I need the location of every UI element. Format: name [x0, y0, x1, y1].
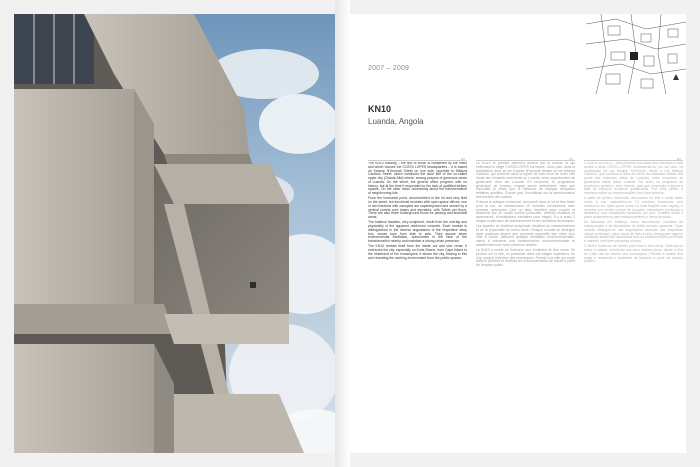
column-tag-fr: FR	[569, 157, 573, 161]
column-tag-es: ES	[677, 157, 682, 161]
project-years: 2007 – 2009	[368, 65, 410, 72]
paragraph: As fachadas em balanço, muito escultóricas, resultam da sobreposição e da fisicalidade do betão armado aparente. Cada módulo distingue-se nas angulações diversas das respetivas caixas profundas, cujos topos de lado a lado. Asseguram alguma mediação ambiental, autonomia face às transformações próximas e mantêm uma forte presença urbana.	[584, 220, 683, 243]
column-tag-en: EN	[461, 157, 466, 161]
text-column-portuguese	[584, 162, 683, 307]
paragraph: A partir do pórtico horizontal, circunscrito no lote e muito fluido sobre a rua, sobrepõem-se 10 módulos funcionais com escritórios em open-space (uma ou duas frações com copas), e servidos por núcleo central de escadas, elevadores (verticais) e sanitários, com instalações sanitárias por piso. Existem ainda 3 pisos subterrâneos para estacionamento e áreas técnicas.	[584, 196, 683, 219]
site-highlight	[630, 52, 638, 60]
project-location: Luanda, Angola	[368, 117, 424, 126]
column-rule-fr	[476, 160, 575, 161]
book-gutter	[335, 0, 350, 467]
site-plan-map	[586, 14, 686, 94]
paragraph: The balance facades, very sculptural, result from the overlap and physicality of the apparent reinforced concrete. Each module is distinguished in the diverse angulations of the respective deep box, whose tops from side to side. They assure some environmental mediation, autonomies in the face of the transformation nearby and maintain a strong urban presence.	[368, 220, 467, 243]
paragraph: O EDIFÍCIO KN10 – obra primeira concluída pelo escritório e que acolhe a sede COSTA LOPES, fundamenta-se, por um lado, na localização na rua Kwame N'Krumah, frente à rua Mistura Cardoso, que continua a linha de bairro da chamada cidade alta (onde das inúmeras vistas de Luanda), entre respostas de generosas vistas sobre Luanda. Por outro, no programa de escritórios genérico, sem história, mas que respondia à época à falta de espaços terciários qualificados. Por outro ainda, a incerteza sobre as transformações dos lotes vizinhos.	[584, 162, 683, 195]
paragraph: D'abord le portique horizontal, circonscrit dans le lot et très fluide pour la rue, se chevauchent 10 modules fonctionnels avec bureaux openspace (une ou deux fractions avec coupés et desservis par un noyau central (d'escalier, vertical) escaliers et ascenseurs, d'installations sanitaires pour étage). Il y a aussi 3 étages souterrains de stationnement et des domaines techniques.	[476, 200, 575, 223]
paragraph: The KN10 reveals itself from the inside out and vice versa. It overlooks the city, especially on Kuhe Ravne, from Cape Island to the hinterland of the musseques, it allows the city, flowing in this and revealing the working environment from the public spaces.	[368, 244, 467, 260]
text-column-english	[368, 162, 467, 307]
concrete-facade-illustration	[14, 14, 335, 453]
text-column-french	[476, 162, 575, 307]
column-rule-es	[584, 160, 683, 161]
paragraph: Les façades se révèlent sculpturale résultant du chevauchement et de la physicalité du béton armé. Chaque module se distingue dans plusieurs angles des sommets respectifs des côtés d'un côté à l'autre, assurent quelque médiation environnementale, visent à maintenir une transformation environnementale et maintiennent une forte présence urbaine.	[476, 224, 575, 247]
paragraph: Le KN10 le premier bâtiment achevé par le bureau et qui enfermant le siège COSTA LOPES est basée, d'une part, dans la localisation dans la rue Kwame N'Krumah devant la rue Mistura Cardoso, qui continue dans la lignée de bois ruiné de notre ville haute des minarets ornements de Luanda, entre superbement de générosité vues sur Luanda. En revanche, le programme générique de bureau, n'ayant aucun antécédent, mais que répondait, je dirais que, à l'absence de manque d'espaces tertiaires qualifiés. D'autre part, l'incertitude sur la transformation des terrains des voisins.	[476, 162, 575, 199]
text-page	[350, 14, 686, 453]
building-photo	[14, 14, 335, 453]
paragraph: Le KN10 a révélé de l'intérieur vers l'extérieur et vice versa. Se penche sur la ville, en particulier dans ses étages supérieurs, de Cap jusqu'à l'intérieur des musseques. Permet à la ville qui coule dans le présent et révélant les environnements de travail à partir de l'espace public.	[476, 248, 575, 267]
paragraph: From the horizontal point, circumscribed in the lot and very fluid on the street, ten functional modules with open-space offices, one or two fractions with canopied are superimposed and served by a vertical central core (stairs and elevators, with Toilets per floor). There are also three underground floors for parking and technical areas.	[368, 196, 467, 219]
paragraph: O KN10 revela-se de dentro para fora e vice-versa. Debruça-se sobre a cidade, sobretudo nos seus últimos pisos, desde a Ilha do Cabo até ao interior dos musseques. Permite à cidade fluir neste e revelando o ambiente de trabalho a partir do espaço público.	[584, 244, 683, 264]
project-name: KN10	[368, 104, 392, 114]
paragraph: The KN10 building – the first of which is completed by the office and which houses the COSTA LOPES headquarters – it is based on Kwame N'Krumah Street on one side, opposite to Mistura Cardoso Street, which continues the slum line of the so-called upper city (Cidade Alta) where, among prayers of generous views of Luanda. On the street, the generic office program, with no history, but at the time it responded to the lack of qualified tertiary spaces. On the other hand, uncertainty about the transformation of neighbouring lots.	[368, 162, 467, 195]
column-rule-en	[368, 160, 467, 161]
